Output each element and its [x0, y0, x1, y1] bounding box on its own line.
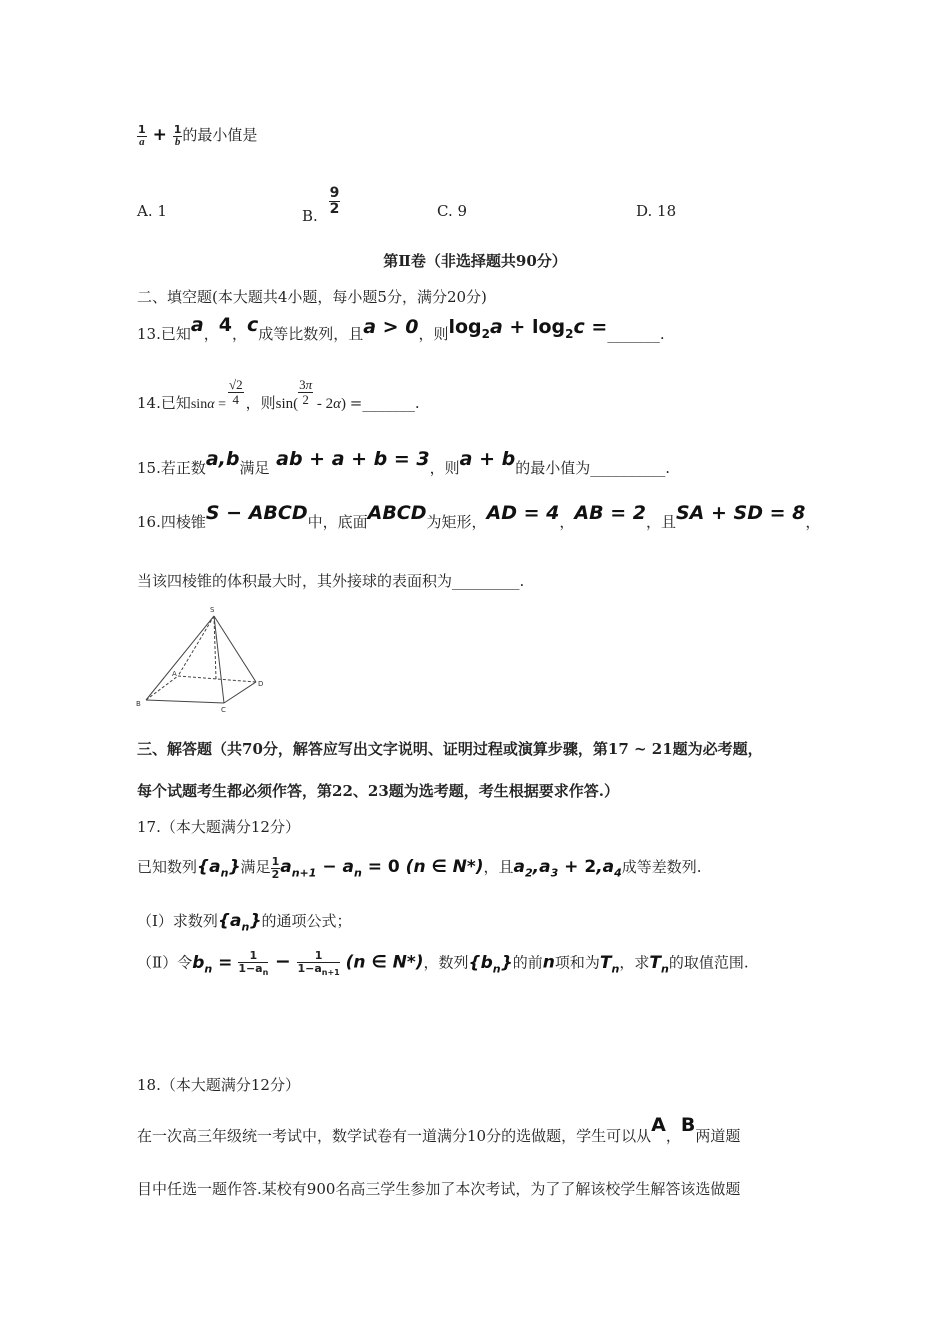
- label-a: A: [172, 670, 177, 678]
- q16-line2: 当该四棱锥的体积最大时，其外接球的表面积为_________.: [137, 572, 525, 590]
- solve-header-line1: 三、解答题（共70分，解答应写出文字说明、证明过程或演算步骤，第17 ~ 21题为必考题，: [137, 740, 763, 758]
- q17-part2: （Ⅱ）令$b_n$ = $\frac{1}{1-a_n}$ − $\frac{1}{1-a_{n+1}}$ (n ∈ N*)，数列$\{b_n\}$的前n项和为$T_n$，求$T_n$的取值范围.: [137, 949, 749, 977]
- section2-title: 第Ⅱ卷（非选择题共90分）: [383, 252, 567, 270]
- q12-tail: 的最小值是: [182, 126, 258, 145]
- label-b: B: [136, 700, 141, 708]
- solve-header-line2: 每个试题考生都必须作答，第22、23题为选考题，考生根据要求作答.）: [137, 782, 619, 800]
- option-b: B. $\frac{9}{2}$: [302, 185, 340, 226]
- fill-header: 二、填空题(本大题共4小题，每小题5分，满分20分): [137, 288, 487, 306]
- q16: 16.四棱锥S − ABCD中，底面ABCD为矩形，AD = 4，AB = 2，且SA + SD = 8，: [137, 502, 821, 531]
- option-c: C. 9: [437, 202, 468, 220]
- q17-given: 已知数列$\{a_n\}$满足 $\frac{1}{2}$ $a_{n+1} - a_n = 0$ (n ∈ N*)，且$a_2,a_3 + 2,a_4$成等差数列.: [137, 855, 702, 881]
- option-d: D. 18: [636, 202, 677, 220]
- q13: 13.已知a，4，c成等比数列，且a > 0，则$\log_2a + \log_2c$ =_______.: [137, 314, 665, 343]
- q18-line1: 在一次高三年级统一考试中，数学试卷有一道满分10分的选做题，学生可以从A，B两道题: [137, 1114, 741, 1145]
- q15: 15.若正数a,b满足 ab + a + b = 3，则a + b的最小值为__________.: [137, 448, 671, 477]
- q18-line2: 目中任选一题作答.某校有900名高三学生参加了本次考试，为了了解该校学生解答该选做题: [137, 1180, 741, 1198]
- one-over-b: $\frac{1}{b}$: [173, 123, 182, 148]
- q17-part1: （Ⅰ）求数列$\{a_n\}$的通项公式；: [137, 911, 352, 934]
- option-a: A. 1: [137, 202, 167, 220]
- label-s: S: [210, 606, 215, 614]
- q12-line: $\frac{1}{a}$ + $\frac{1}{b}$ 的最小值是: [138, 123, 258, 148]
- pyramid-figure: [132, 604, 272, 714]
- q18-title: 18.（本大题满分12分）: [137, 1076, 300, 1094]
- q14: 14.已知sinα = $\frac{√2}{4}$ ，则sin( $\frac{3\pi}{2}$ - 2α) =_______.: [137, 377, 420, 413]
- one-over-a: $\frac{1}{a}$: [138, 123, 146, 148]
- q17-title: 17.（本大题满分12分）: [137, 818, 300, 836]
- label-d: D: [258, 680, 264, 688]
- label-c: C: [221, 706, 226, 714]
